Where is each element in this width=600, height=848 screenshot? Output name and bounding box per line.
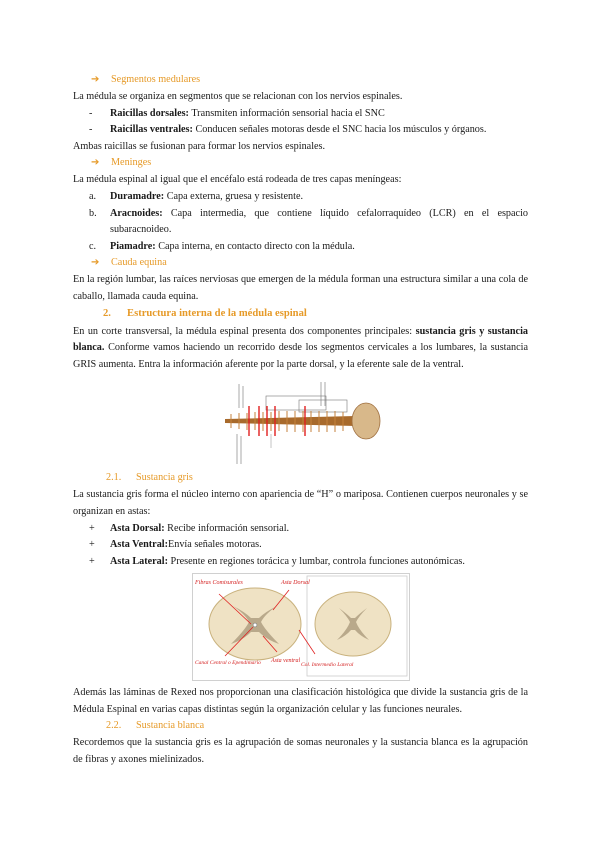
label-fibras: Fibras Comisurales [194, 580, 243, 587]
heading-cauda-equina: ➔ Cauda equina [91, 255, 528, 272]
list-raicillas [73, 106, 528, 139]
paragraph: La médula se organiza en segmentos que se relacionan con los nervios espinales. [73, 91, 403, 102]
paragraph: En la región lumbar, las raíces nerviosas que emergen de la médula forman una estructura similar a una cola de caballo, llamada cauda equina. [73, 274, 528, 302]
list-astas [73, 521, 528, 571]
label-canal: Canal Central o Ependimario [194, 660, 261, 667]
spinal-cord-longitudinal-figure [221, 376, 381, 466]
paragraph: Recordemos que la sustancia gris es la agrupación de somas neuronales y la sustancia blanca es la agrupación de fibras y axones mielinizados. [73, 737, 528, 766]
heading-segmentos: ➔ Segmentos medulares [91, 72, 528, 89]
list-item: - Raicillas ventrales: Conducen señales motoras desde el SNC hacia los músculos y órganos. [89, 124, 487, 136]
list-meninges [73, 189, 528, 255]
spinal-cord-longitudinal-image [221, 376, 381, 466]
paragraph: La médula espinal al igual que el encéfalo está rodeada de tres capas meníngeas: [73, 174, 402, 186]
heading-meninges: ➔ Meninges [91, 155, 528, 172]
paragraph: Además las láminas de Rexed nos proporcionan una clasificación histológica que divide la sustancia gris de la Médula Espinal en varias capas distintas según la organización celular y las funciones neurales. [73, 687, 528, 715]
paragraph: En un corte transversal, la médula espinal presenta dos componentes principales: sustancia gris y sustancia blanca. Conforme vamos haciendo un recorrido desde los segmentos cervicales a los lumbares, la sustancia GRIS aumenta. Entra la información aferente por la parte dorsal, y la eferente sale de la ventral. [73, 325, 528, 370]
list-item: b. Aracnoides: Capa intermedia, que contiene líquido cefalorraquídeo (LCR) en el espacio subaracnoideo. [89, 207, 528, 236]
list-item: c. Piamadre: Capa interna, en contacto directo con la médula. [89, 240, 355, 252]
heading-section-2-2: 2.2. Sustancia blanca [106, 720, 205, 732]
list-item: + Asta Dorsal: Recibe información sensorial. [89, 522, 290, 534]
arrow-icon: ➔ [91, 74, 100, 85]
arrow-icon: ➔ [91, 157, 100, 169]
list-item: + Asta Ventral:Envía señales motoras. [89, 539, 262, 551]
heading-section-2: 2. Estructura interna de la médula espinal [103, 307, 307, 319]
spinal-cord-cross-section-figure [192, 573, 410, 681]
list-item: + Asta Lateral: Presente en regiones torácica y lumbar, controla funciones autonómicas. [89, 555, 465, 567]
arrow-icon: ➔ [91, 257, 100, 269]
label-col-intermedio: Col. Intermedio Lateral [300, 662, 353, 669]
paragraph: La sustancia gris forma el núcleo interno con apariencia de “H” o mariposa. Contienen cuerpos neuronales y se organizan en astas: [73, 489, 528, 517]
list-item: - Raicillas dorsales: Transmiten información sensorial hacia el SNC [89, 107, 385, 119]
list-item: a. Duramadre: Capa externa, gruesa y resistente. [89, 190, 304, 202]
spinal-cord-cross-section-image [193, 574, 409, 680]
label-asta-ventral: Asta ventral [270, 658, 300, 665]
heading-section-2-1: 2.1. Sustancia gris [106, 472, 193, 484]
paragraph: Ambas raicillas se fusionan para formar los nervios espinales. [73, 140, 326, 152]
document-page [73, 72, 528, 769]
label-asta-dorsal: Asta Dorsal [280, 580, 310, 587]
